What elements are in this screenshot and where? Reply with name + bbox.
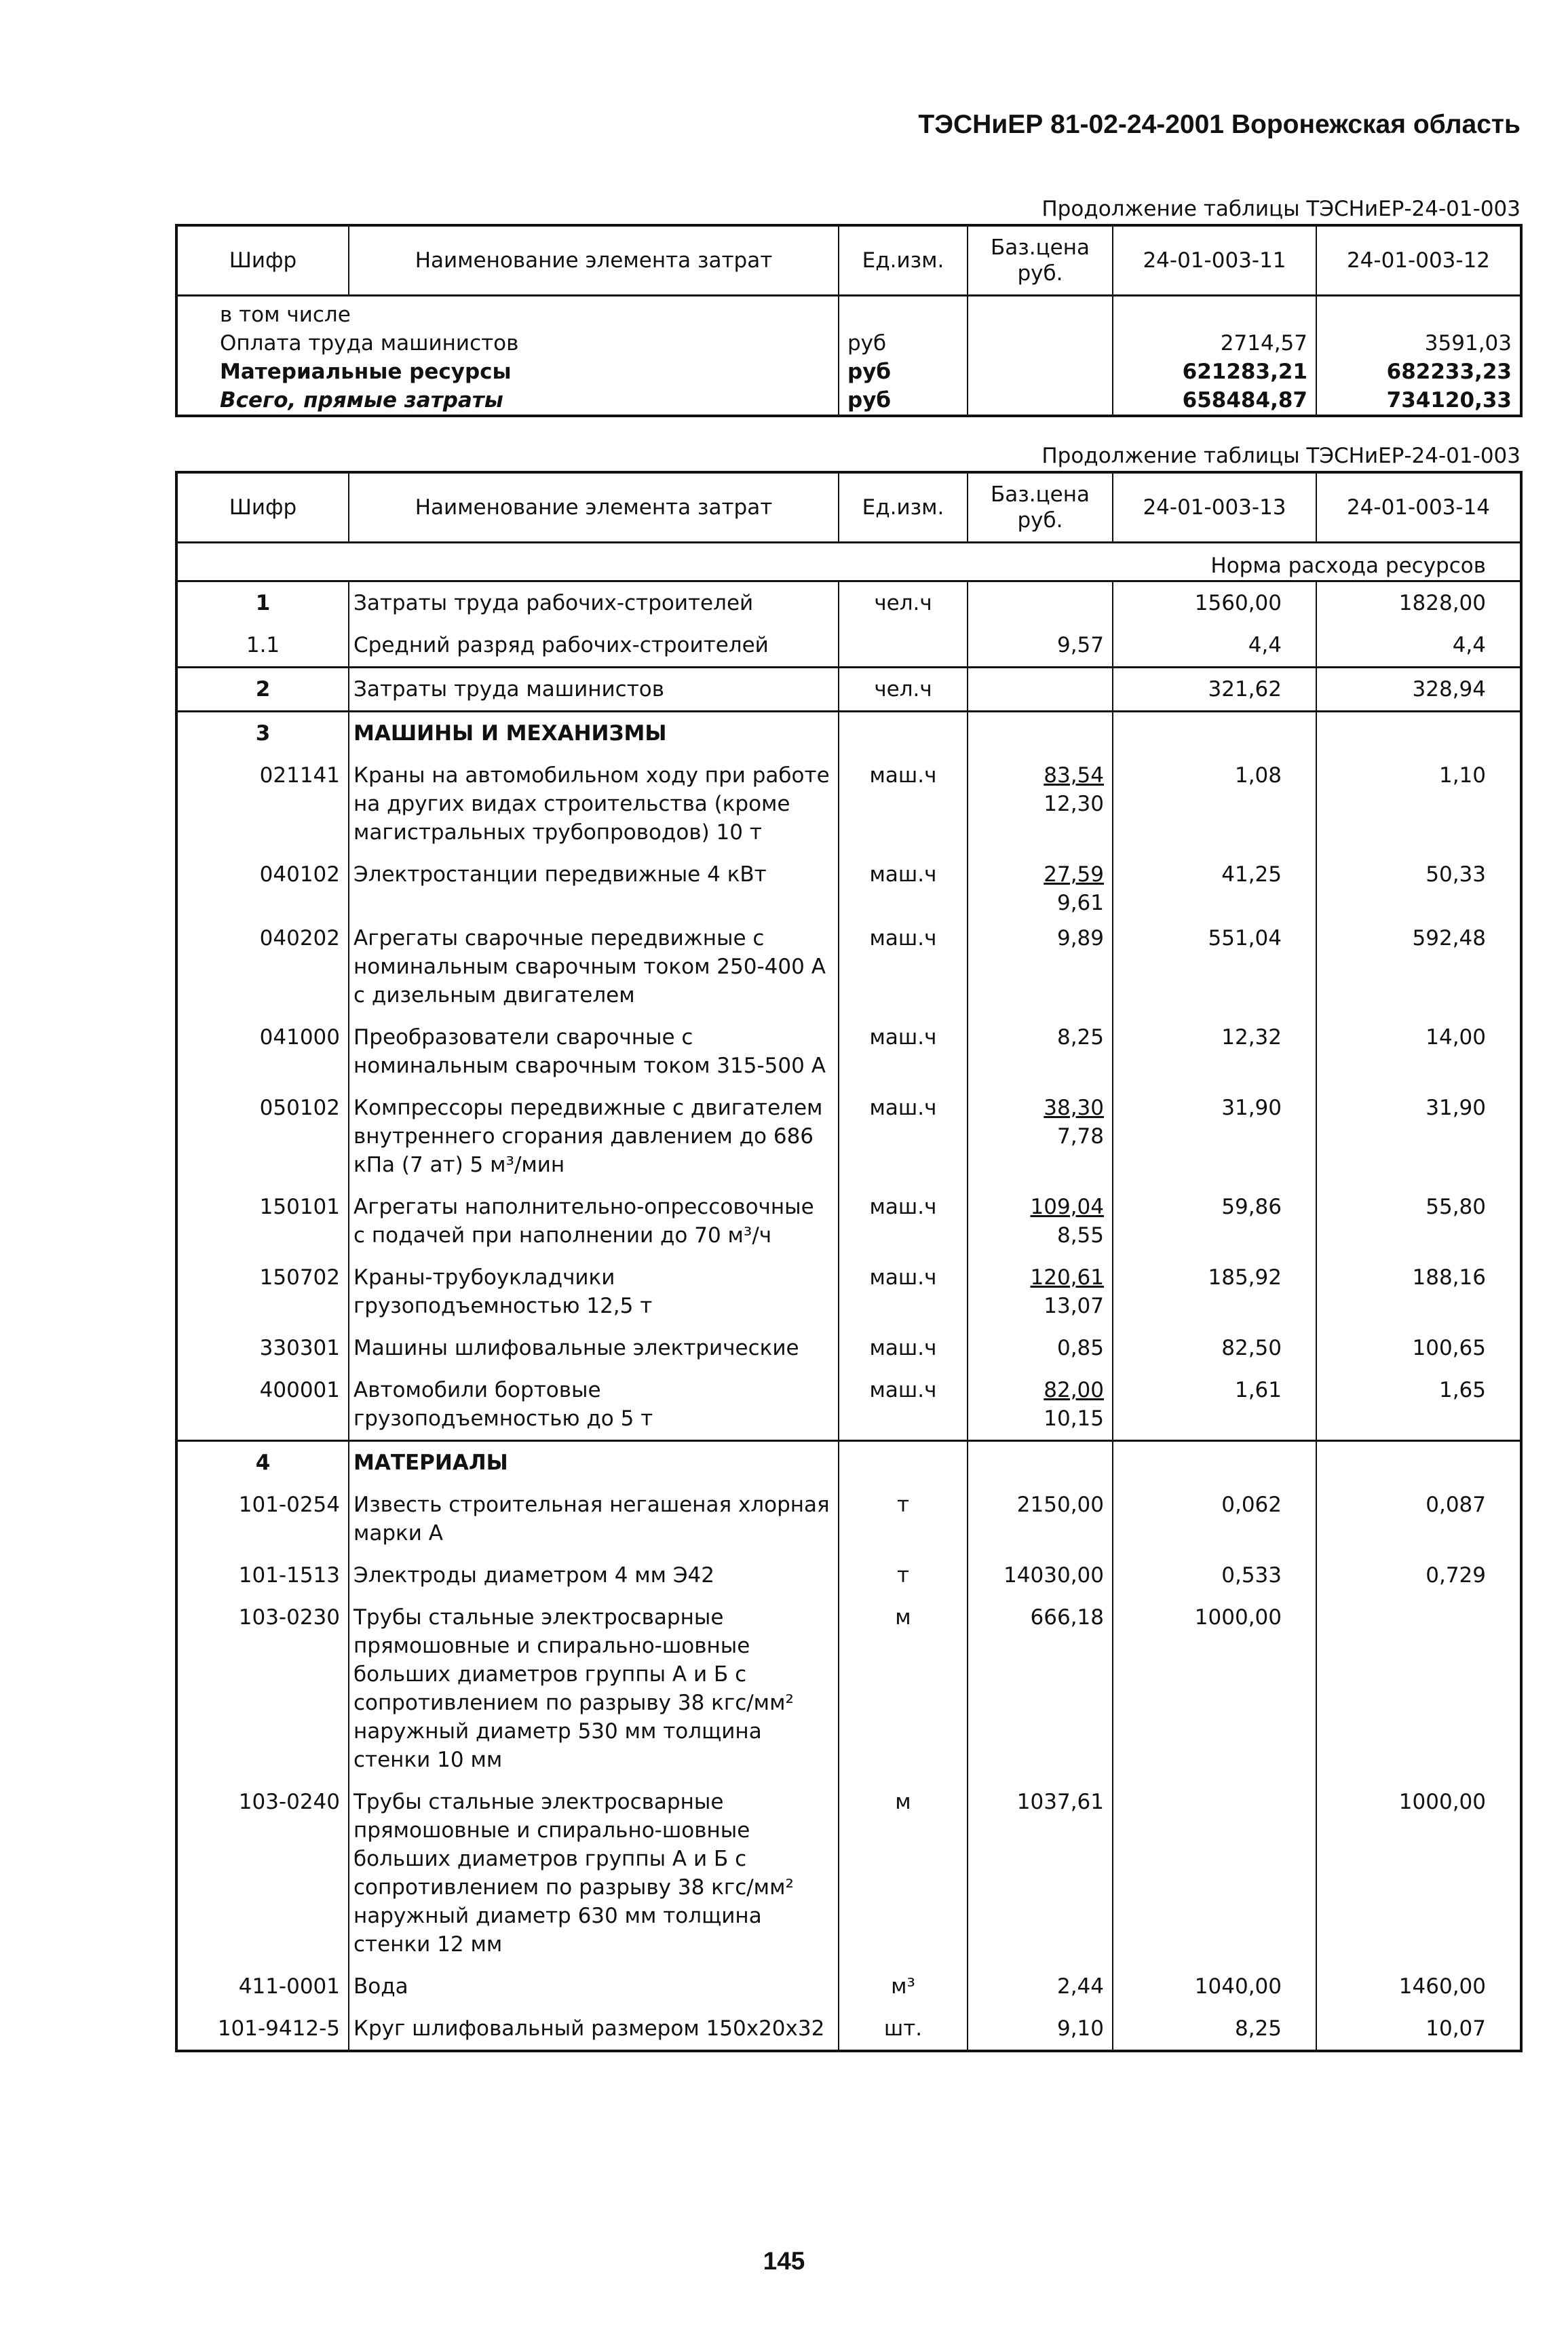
row-value-b: 50,33	[1316, 853, 1521, 917]
row-name: МАШИНЫ И МЕХАНИЗМЫ	[349, 712, 839, 755]
row-value-a: 0,062	[1113, 1484, 1316, 1554]
row-unit: маш.ч	[839, 1327, 968, 1369]
price-value: 83,54	[1044, 763, 1104, 788]
row-unit: маш.ч	[839, 1186, 968, 1257]
section-heading-row	[176, 1441, 1521, 1484]
row-name: Оплата труда машинистов	[220, 331, 519, 356]
row-name: Преобразователи сварочные с номинальным сварочным током 315-500 А	[349, 1016, 839, 1087]
row-value-b: 592,48	[1316, 917, 1521, 1016]
row-name: Затраты труда машинистов	[349, 668, 839, 712]
row-value-a: 621283,21	[1113, 358, 1316, 386]
price-value: 38,30	[1044, 1096, 1104, 1120]
price-machinist-value: 8,55	[1056, 1223, 1104, 1248]
col-name-header: Наименование элемента затрат	[349, 472, 839, 543]
row-value-b: 328,94	[1316, 668, 1521, 712]
col-price-header	[968, 472, 1113, 543]
table-row	[176, 1087, 1521, 1186]
row-unit: маш.ч	[839, 853, 968, 917]
row-value-b: 1000,00	[1316, 1781, 1521, 1965]
row-name: Всего, прямые затраты	[220, 388, 503, 413]
table-row	[176, 754, 1521, 853]
row-code: 150702	[259, 1265, 340, 1290]
price-machinist-value: 10,15	[1044, 1406, 1104, 1431]
row-value-b: 31,90	[1316, 1087, 1521, 1186]
row-code: 041000	[259, 1025, 340, 1050]
row-name: Электроды диаметром 4 мм Э42	[349, 1554, 839, 1596]
table-row	[176, 329, 1521, 358]
document-header: ТЭСНиЕР 81-02-24-2001 Воронежская область	[918, 110, 1521, 139]
col-code-header: Шифр	[176, 225, 349, 296]
row-price	[968, 1327, 1113, 1369]
table-row	[176, 1186, 1521, 1257]
row-name: Агрегаты наполнительно-опрессовочные с подачей при наполнении до 70 м³/ч	[349, 1186, 839, 1257]
row-unit: руб	[839, 358, 968, 386]
price-header-line1: Баз.цена	[990, 235, 1090, 260]
row-code: 103-0230	[238, 1605, 340, 1630]
table-row	[176, 1781, 1521, 1965]
row-unit: чел.ч	[839, 581, 968, 625]
table-row	[176, 581, 1521, 625]
price-value: 109,04	[1030, 1195, 1104, 1219]
row-price	[968, 1441, 1113, 1484]
row-value-b: 100,65	[1316, 1327, 1521, 1369]
row-price	[968, 329, 1113, 358]
price-value: 2150,00	[1016, 1493, 1104, 1517]
row-value-a: 1560,00	[1113, 581, 1316, 625]
row-price	[968, 1965, 1113, 2008]
row-value-b: 10,07	[1316, 2008, 1521, 2051]
row-name: Известь строительная негашеная хлорная марки А	[349, 1484, 839, 1554]
row-unit	[839, 1441, 968, 1484]
row-code: 101-0254	[238, 1493, 340, 1517]
row-value-b	[1316, 296, 1521, 330]
row-value-b: 1,10	[1316, 754, 1521, 853]
row-value-b: 4,4	[1316, 624, 1521, 668]
row-value-a: 12,32	[1113, 1016, 1316, 1087]
row-unit: маш.ч	[839, 754, 968, 853]
row-name: Затраты труда рабочих-строителей	[349, 581, 839, 625]
table-row	[176, 386, 1521, 416]
row-name: МАТЕРИАЛЫ	[349, 1441, 839, 1484]
col-code-header: Шифр	[176, 472, 349, 543]
row-price	[968, 624, 1113, 668]
row-price	[968, 1257, 1113, 1327]
row-unit: м	[839, 1596, 968, 1781]
row-price	[968, 853, 1113, 917]
norm-label-row	[176, 543, 1521, 581]
row-code: 1	[176, 581, 349, 625]
row-name: Автомобили бортовые грузоподъемностью до 5 т	[349, 1369, 839, 1441]
price-value: 9,10	[1056, 2016, 1104, 2041]
row-unit: маш.ч	[839, 917, 968, 1016]
col-unit-header: Ед.изм.	[839, 225, 968, 296]
row-price	[968, 2008, 1113, 2051]
table-row	[176, 1554, 1521, 1596]
table2	[175, 471, 1523, 2052]
price-value: 8,25	[1056, 1025, 1104, 1050]
row-price	[968, 1781, 1113, 1965]
row-value-b: 188,16	[1316, 1257, 1521, 1327]
table-row	[176, 1965, 1521, 2008]
row-price	[968, 917, 1113, 1016]
row-unit: т	[839, 1484, 968, 1554]
col-unit-header: Ед.изм.	[839, 472, 968, 543]
table1	[175, 224, 1523, 417]
row-price	[968, 754, 1113, 853]
row-price	[968, 358, 1113, 386]
row-value-b: 3591,03	[1316, 329, 1521, 358]
row-name: в том числе	[220, 303, 351, 327]
row-unit: маш.ч	[839, 1087, 968, 1186]
row-price	[968, 1484, 1113, 1554]
row-value-a: 321,62	[1113, 668, 1316, 712]
row-value-a: 4,4	[1113, 624, 1316, 668]
row-code: 330301	[259, 1336, 340, 1360]
price-value: 9,57	[1056, 633, 1104, 657]
row-name: Агрегаты сварочные передвижные с номинальным сварочным током 250-400 А с дизельным двигателем	[349, 917, 839, 1016]
col-b-header: 24-01-003-12	[1316, 225, 1521, 296]
row-code: 400001	[259, 1378, 340, 1402]
row-name: Средний разряд рабочих-строителей	[349, 624, 839, 668]
price-value: 666,18	[1030, 1605, 1104, 1630]
row-code: 2	[176, 668, 349, 712]
table-row	[176, 1016, 1521, 1087]
row-unit: руб	[839, 386, 968, 416]
row-unit: руб	[839, 329, 968, 358]
row-unit	[839, 712, 968, 755]
price-value: 120,61	[1030, 1265, 1104, 1290]
row-unit: маш.ч	[839, 1257, 968, 1327]
row-price	[968, 1087, 1113, 1186]
price-machinist-value: 7,78	[1056, 1124, 1104, 1149]
row-value-a: 658484,87	[1113, 386, 1316, 416]
row-code: 1.1	[246, 633, 280, 657]
row-price	[968, 668, 1113, 712]
table-row	[176, 1484, 1521, 1554]
row-price	[968, 712, 1113, 755]
row-value-b	[1316, 1441, 1521, 1484]
row-code: 040102	[259, 862, 340, 887]
table-row	[176, 1327, 1521, 1369]
row-value-a: 0,533	[1113, 1554, 1316, 1596]
table-row	[176, 358, 1521, 386]
row-value-a: 1000,00	[1113, 1596, 1316, 1781]
row-price	[968, 386, 1113, 416]
price-header-line2: руб.	[1017, 508, 1063, 533]
row-code: 021141	[259, 763, 340, 788]
row-unit: маш.ч	[839, 1369, 968, 1441]
row-price	[968, 1554, 1113, 1596]
price-value: 9,89	[1056, 926, 1104, 951]
price-value: 14030,00	[1003, 1563, 1104, 1588]
price-machinist-value: 13,07	[1044, 1294, 1104, 1318]
row-name: Краны-трубоукладчики грузоподъемностью 12,5 т	[349, 1257, 839, 1327]
price-value: 0,85	[1056, 1336, 1104, 1360]
row-value-a: 551,04	[1113, 917, 1316, 1016]
row-name: Материальные ресурсы	[220, 360, 512, 384]
row-value-a	[1113, 296, 1316, 330]
row-name: Круг шлифовальный размером 150х20х32	[349, 2008, 839, 2051]
row-unit: чел.ч	[839, 668, 968, 712]
row-value-a	[1113, 712, 1316, 755]
row-value-b	[1316, 1596, 1521, 1781]
col-a-header: 24-01-003-11	[1113, 225, 1316, 296]
row-value-b: 734120,33	[1316, 386, 1521, 416]
row-unit: шт.	[839, 2008, 968, 2051]
row-value-b: 1828,00	[1316, 581, 1521, 625]
row-code: 050102	[259, 1096, 340, 1120]
row-value-b: 1,65	[1316, 1369, 1521, 1441]
row-value-a: 59,86	[1113, 1186, 1316, 1257]
row-price	[968, 1186, 1113, 1257]
table2-caption: Продолжение таблицы ТЭСНиЕР-24-01-003	[1041, 444, 1521, 468]
price-machinist-value: 9,61	[1056, 891, 1104, 915]
row-value-b: 14,00	[1316, 1016, 1521, 1087]
row-value-a: 41,25	[1113, 853, 1316, 917]
row-value-a	[1113, 1781, 1316, 1965]
table1-caption: Продолжение таблицы ТЭСНиЕР-24-01-003	[1041, 197, 1521, 221]
price-value: 2,44	[1056, 1974, 1104, 1999]
table-row	[176, 1257, 1521, 1327]
row-unit: м³	[839, 1965, 968, 2008]
row-code: 103-0240	[238, 1790, 340, 1814]
row-name: Трубы стальные электросварные прямошовные и спирально-шовные больших диаметров группы А и Б с сопротивлением по разрыву 38 кгс/мм² наружный диаметр 530 мм толщина стенки 10 мм	[349, 1596, 839, 1781]
col-price-header	[968, 225, 1113, 296]
table-row	[176, 1596, 1521, 1781]
row-name: Краны на автомобильном ходу при работе на других видах строительства (кроме магистральных трубопроводов) 10 т	[349, 754, 839, 853]
row-price	[968, 296, 1113, 330]
row-value-b: 1460,00	[1316, 1965, 1521, 2008]
row-name: Машины шлифовальные электрические	[349, 1327, 839, 1369]
row-unit	[839, 624, 968, 668]
row-code: 3	[176, 712, 349, 755]
row-value-b: 0,087	[1316, 1484, 1521, 1554]
row-unit: м	[839, 1781, 968, 1965]
col-b-header: 24-01-003-14	[1316, 472, 1521, 543]
row-code: 101-1513	[238, 1563, 340, 1588]
row-value-a: 8,25	[1113, 2008, 1316, 2051]
price-value: 1037,61	[1016, 1790, 1104, 1814]
row-unit	[839, 296, 968, 330]
col-name-header: Наименование элемента затрат	[349, 225, 839, 296]
row-value-b: 682233,23	[1316, 358, 1521, 386]
row-code: 411-0001	[238, 1974, 340, 1999]
row-value-a	[1113, 1441, 1316, 1484]
row-value-a: 1,08	[1113, 754, 1316, 853]
row-value-a: 185,92	[1113, 1257, 1316, 1327]
row-price	[968, 581, 1113, 625]
row-name: Вода	[349, 1965, 839, 2008]
table-row	[176, 1369, 1521, 1441]
price-value: 27,59	[1044, 862, 1104, 887]
row-value-a: 31,90	[1113, 1087, 1316, 1186]
row-value-a: 2714,57	[1113, 329, 1316, 358]
table-row	[176, 2008, 1521, 2051]
row-unit: т	[839, 1554, 968, 1596]
row-price	[968, 1016, 1113, 1087]
row-unit: маш.ч	[839, 1016, 968, 1087]
row-code: 101-9412-5	[217, 2016, 340, 2041]
norm-label: Норма расхода ресурсов	[176, 543, 1521, 581]
row-value-a: 82,50	[1113, 1327, 1316, 1369]
row-name: Компрессоры передвижные с двигателем внутреннего сгорания давлением до 686 кПа (7 ат) 5 м³/мин	[349, 1087, 839, 1186]
row-value-b: 0,729	[1316, 1554, 1521, 1596]
row-price	[968, 1369, 1113, 1441]
table-row	[176, 296, 1521, 330]
row-value-a: 1,61	[1113, 1369, 1316, 1441]
price-value: 82,00	[1044, 1378, 1104, 1402]
col-a-header: 24-01-003-13	[1113, 472, 1316, 543]
table-row	[176, 853, 1521, 917]
page-number: 145	[763, 2247, 805, 2275]
row-price	[968, 1596, 1113, 1781]
row-name: Электростанции передвижные 4 кВт	[349, 853, 839, 917]
row-code: 4	[176, 1441, 349, 1484]
table-row	[176, 668, 1521, 712]
table-row	[176, 917, 1521, 1016]
table1-header-row	[176, 225, 1521, 296]
price-header-line1: Баз.цена	[990, 482, 1090, 507]
row-value-b: 55,80	[1316, 1186, 1521, 1257]
row-value-a: 1040,00	[1113, 1965, 1316, 2008]
price-header-line2: руб.	[1017, 261, 1063, 286]
row-code: 150101	[259, 1195, 340, 1219]
row-name: Трубы стальные электросварные прямошовные и спирально-шовные больших диаметров группы А и Б с сопротивлением по разрыву 38 кгс/мм² наружный диаметр 630 мм толщина стенки 12 мм	[349, 1781, 839, 1965]
row-code: 040202	[259, 926, 340, 951]
row-value-b	[1316, 712, 1521, 755]
table-row	[176, 624, 1521, 668]
price-machinist-value: 12,30	[1044, 792, 1104, 816]
section-heading-row	[176, 712, 1521, 755]
table2-header-row	[176, 472, 1521, 543]
